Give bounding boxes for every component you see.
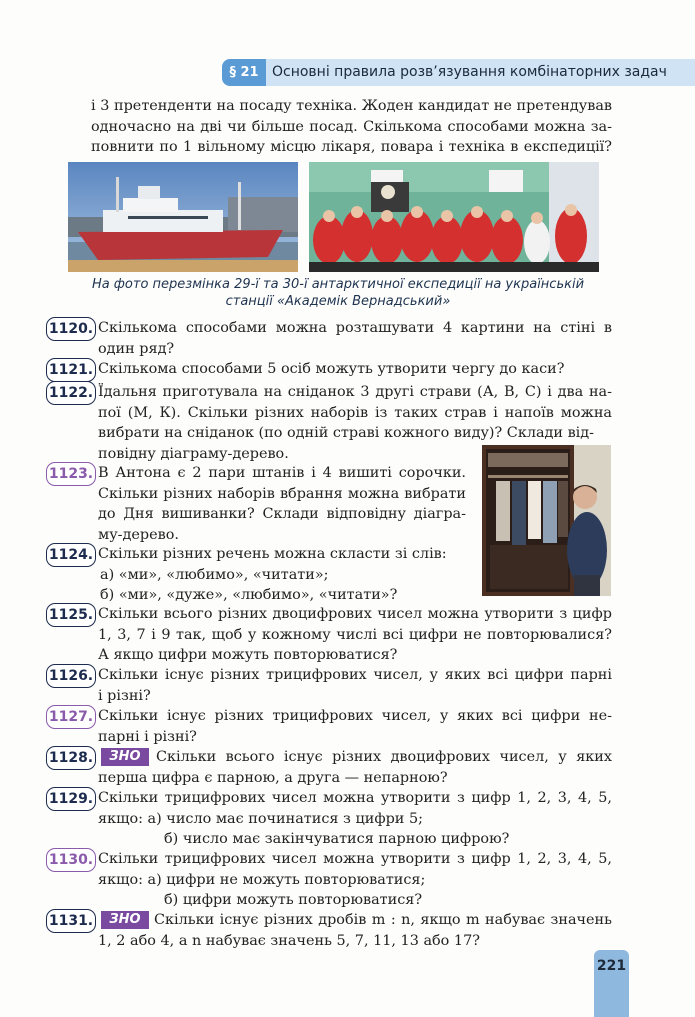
problem-text <box>98 747 612 788</box>
problem-number: 1125. <box>46 603 96 627</box>
problem-text <box>98 665 612 706</box>
text-line: А якщо цифри можуть повторюватися? <box>98 647 398 663</box>
text-line: Скільки різних речень можна скласти зі слів: <box>98 546 447 562</box>
problem-text <box>98 544 478 606</box>
text-line: і 3 претенденти на посаду техніка. Жоден кандидат не претендував <box>91 98 612 114</box>
text-line: Їдальня приготувала на сніданок 3 другі страви (А, В, С) і два на- <box>98 384 612 400</box>
text-line: б) число має закінчуватися парною цифрою? <box>164 831 510 847</box>
text-line: а) «ми», «любимо», «читати»; <box>100 566 329 583</box>
problem-text <box>98 318 612 359</box>
section-number: § 21 <box>222 59 266 86</box>
text-line: повнити по 1 вільному місцю лікаря, повара і техніка в експедиції? <box>91 139 612 155</box>
text-line: Скількома способами можна розташувати 4 картини на стіні в <box>98 320 612 336</box>
text-line: Скільки всього існує різних двоцифрових чисел, у яких <box>156 749 612 765</box>
text-line: одночасно на дві чи більше посад. Скількома способами можна за- <box>91 118 612 135</box>
wardrobe-photo <box>482 445 611 596</box>
text-line: 1, 3, 7 і 9 так, щоб у кожному числі всі цифри не повторювалися? <box>98 626 612 643</box>
text-line: якщо: а) число має починатися з цифри 5; <box>98 810 423 827</box>
text-line: якщо: а) цифри не можуть повторюватися; <box>98 871 426 888</box>
text-line: Скільки існує різних трицифрових чисел, у яких всі цифри не- <box>98 708 612 724</box>
problem-text <box>98 849 612 911</box>
text-line: Скільки трицифрових чисел можна утворити з цифр 1, 2, 3, 4, 5, <box>98 851 612 867</box>
text-line: Скільки трицифрових чисел можна утворити з цифр 1, 2, 3, 4, 5, <box>98 790 612 806</box>
text-line: і різні? <box>98 687 151 704</box>
text-line: 1, 2 або 4, а n набуває значень 5, 7, 11, 13 або 17? <box>98 932 480 949</box>
intro-paragraph <box>91 96 612 158</box>
problem-text <box>98 788 612 850</box>
text-line: до Дня вишиванки? Склади відповідну діагра- <box>98 506 466 522</box>
problem-number: 1128. <box>46 746 96 770</box>
text-line: Скільки існує різних трицифрових чисел, у яких всі цифри парні <box>98 667 612 683</box>
text-line: му-дерево. <box>98 526 179 543</box>
ship-photo <box>68 162 298 272</box>
problem-text <box>98 382 612 464</box>
problem-number: 1120. <box>46 317 96 341</box>
text-line: один ряд? <box>98 340 175 357</box>
caption-line: станції «Академік Вернадський» <box>225 294 451 309</box>
problem-text <box>98 359 612 380</box>
text-line: парні і різні? <box>98 728 197 745</box>
problem-number: 1124. <box>46 543 96 567</box>
problem-number: 1129. <box>46 787 96 811</box>
problem-number: 1127. <box>46 705 96 729</box>
caption-line: На фото перезмінка 29-ї та 30-ї антарктичної експедиції на українській <box>91 277 585 292</box>
problem-number: 1131. <box>46 909 96 933</box>
problem-text <box>98 706 612 747</box>
expedition-photo <box>309 162 599 272</box>
problem-text <box>98 604 612 666</box>
text-line: повідну діаграму-дерево. <box>98 445 289 462</box>
text-line: б) цифри можуть повторюватися? <box>164 892 423 908</box>
zno-badge: ЗНО <box>101 748 149 766</box>
problem-number: 1121. <box>46 358 96 382</box>
page-number: 221 <box>596 958 627 974</box>
text-line: б) «ми», «дуже», «любимо», «читати»? <box>100 587 398 603</box>
problem-number: 1122. <box>46 381 96 405</box>
problem-text <box>98 463 466 545</box>
problem-number: 1126. <box>46 664 96 688</box>
text-line: Скільки різних наборів вбрання можна вибрати <box>98 485 466 502</box>
text-line: вибрати на сніданок (по одній страві кожного виду)? Склади від- <box>98 425 594 441</box>
zno-badge: ЗНО <box>101 911 149 929</box>
text-line: перша цифра є парною, а друга — непарною? <box>98 769 448 786</box>
problem-text <box>98 910 612 951</box>
section-title: Основні правила розв’язування комбінаторних задач <box>272 64 667 80</box>
text-line: В Антона є 2 пари штанів і 4 вишиті сорочки. <box>98 465 466 481</box>
text-line: пої (М, К). Скільки різних наборів із таких страв і напоїв можна <box>98 404 612 421</box>
problem-number: 1123. <box>46 462 96 486</box>
problem-number: 1130. <box>46 848 96 872</box>
text-line: Скільки всього різних двоцифрових чисел можна утворити з цифр <box>98 606 612 622</box>
text-line: Скількома способами 5 осіб можуть утворити чергу до каси? <box>98 361 565 377</box>
text-line: Скільки існує різних дробів m : n, якщо m набуває значень <box>154 912 612 928</box>
photo-caption <box>68 276 608 310</box>
